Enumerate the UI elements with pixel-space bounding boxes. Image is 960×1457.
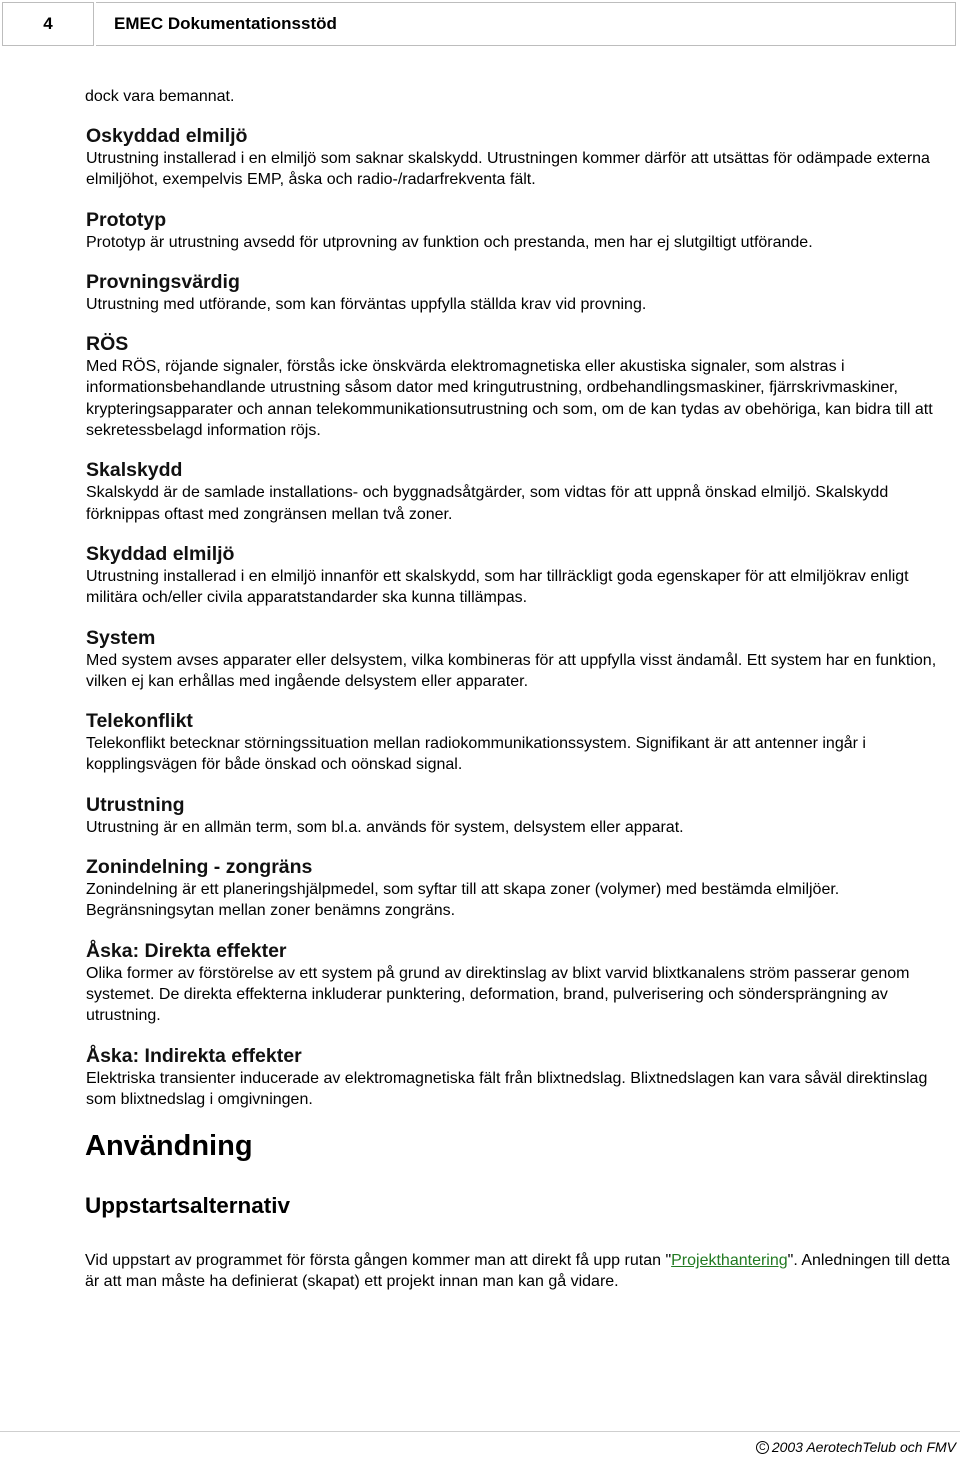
term-title: System — [86, 626, 156, 649]
term-skyddad-elmiljo — [85, 542, 955, 609]
term-definition: Skalskydd är de samlade installations- och byggnadsåtgärder, som vidtas för att uppnå önskad elmiljö. Skalskydd förknippas oftast med zongränsen mellan två zoner. — [86, 484, 889, 523]
term-definition: Utrustning är en allmän term, som bl.a. används för system, delsystem eller apparat. — [86, 818, 684, 836]
term-aska-indirekta — [85, 1044, 955, 1111]
term-skalskydd — [85, 458, 955, 525]
term-oskyddad-elmiljo — [85, 124, 955, 191]
term-title: Zonindelning - zongräns — [86, 856, 313, 879]
section-heading: Användning — [85, 1130, 253, 1163]
term-definition: Med system avses apparater eller delsystem, vilka kombineras för att uppfylla visst ändamål. Ett system har en funktion, vilken ej kan erhållas med ingående delsystem eller apparater. — [86, 651, 937, 690]
startup-paragraph — [85, 1250, 955, 1293]
term-telekonflikt — [85, 709, 955, 776]
term-title: RÖS — [86, 333, 129, 356]
intro-text: dock vara bemannat. — [85, 88, 235, 105]
term-title: Prototyp — [86, 208, 167, 231]
term-ros — [85, 332, 955, 441]
term-title: Skyddad elmiljö — [86, 542, 235, 565]
term-definition: Olika former av förstörelse av ett system på grund av direktinslag av blixt varvid blixtkanalens ström passerar genom systemet. De direkta effekterna inkluderar punktering, deformation, brand, pulverisering och söndersprängning av utrustning. — [86, 964, 910, 1025]
term-definition: Utrustning med utförande, som kan förväntas uppfylla ställda krav vid provning. — [86, 295, 647, 313]
term-title: Oskyddad elmiljö — [86, 125, 248, 147]
term-title: Provningsvärdig — [86, 270, 240, 293]
term-definition: Elektriska transienter inducerade av elektromagnetiska fält från blixtnedslag. Blixtnedslagen kan vara såväl direktinslag som blixtnedslag i omgivningen. — [86, 1069, 928, 1108]
term-title: Utrustning — [86, 793, 185, 816]
page-footer — [756, 1439, 956, 1455]
term-system — [85, 626, 955, 693]
term-definition: Telekonflikt betecknar störningssituation mellan radiokommunikationssystem. Signifikant är att antenner ingår i kopplingsvägen för både önskad och oönskad signal. — [86, 735, 866, 774]
term-definition: Zonindelning är ett planeringshjälpmedel, som syftar till att skapa zoner (volymer) med bestämda elmiljöer. Begränsningsytan mellan zoner benämns zongräns. — [86, 881, 840, 920]
term-prototyp — [85, 208, 955, 253]
term-provningsvardig — [85, 270, 955, 315]
footer-divider — [0, 1431, 960, 1432]
term-title: Skalskydd — [86, 459, 183, 482]
term-title: Åska: Direkta effekter — [86, 939, 287, 962]
subsection-heading: Uppstartsalternativ — [85, 1193, 291, 1219]
term-definition: Prototyp är utrustning avsedd för utprovning av funktion och prestanda, men har ej slutgiltigt utförande. — [86, 233, 813, 251]
document-content — [85, 86, 955, 1293]
page-number: 4 — [2, 2, 94, 46]
term-definition: Med RÖS, röjande signaler, förstås icke önskvärda elektromagnetiska eller akustiska signaler, som alstras i informationsbehandlande utrustning såsom dator med kringutrustning, ordbehandlingsmaskiner, fjärrskrivmaskiner, krypteringsapparater och annan telekommunikationsutrustning och som, om de kan tydas av obehöriga, kan bidra till att sekretessbelagd information röjs. — [86, 358, 933, 440]
paragraph-text-start: Vid uppstart av programmet för första gången kommer man att direkt få upp rutan " — [85, 1252, 672, 1270]
term-utrustning — [85, 793, 955, 838]
term-definition: Utrustning installerad i en elmiljö som saknar skalskydd. Utrustningen kommer därför att utsättas för odämpade externa elmiljöhot, exempelvis EMP, åska och radio-/radarfrekventa fält. — [86, 150, 930, 189]
page-header — [0, 0, 960, 48]
projekthantering-link[interactable]: Projekthantering — [671, 1252, 788, 1270]
term-zonindelning — [85, 855, 955, 922]
term-title: Telekonflikt — [86, 710, 193, 733]
copyright-text: 2003 AerotechTelub och FMV — [771, 1439, 956, 1455]
paragraph-text-end: ". Anledningen till detta är att man måste ha definierat (skapat) ett projekt innan man kan gå vidare. — [85, 1252, 950, 1291]
term-title: Åska: Indirekta effekter — [86, 1044, 302, 1067]
term-definition: Utrustning installerad i en elmiljö innanför ett skalskydd, som har tillräckligt goda egenskaper för att elmiljökrav enligt militära och/eller civila apparatstandarder ska kunna tillämpas. — [86, 567, 909, 607]
copyright-icon: C — [756, 1441, 769, 1454]
document-title: EMEC Dokumentationsstöd — [96, 2, 956, 46]
term-aska-direkta — [85, 939, 955, 1027]
